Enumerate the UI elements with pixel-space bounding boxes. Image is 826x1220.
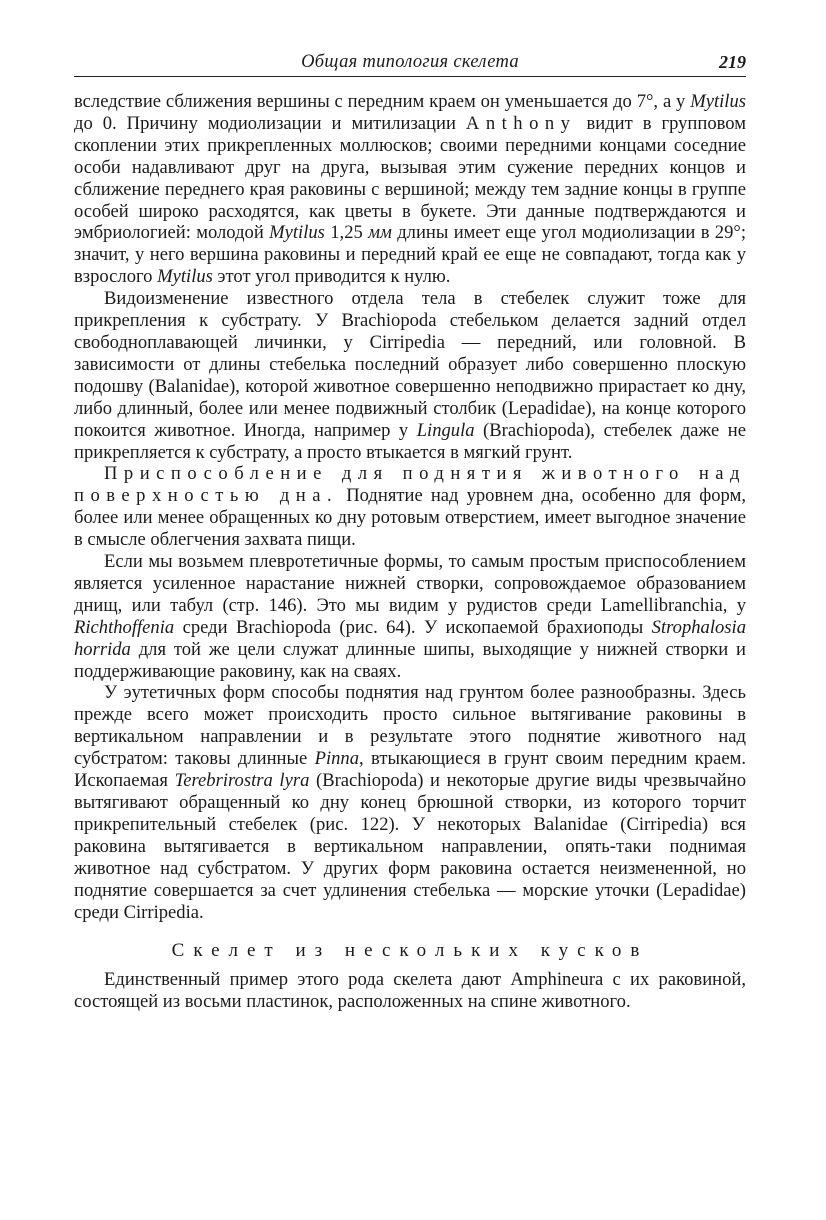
paragraph-6 <box>74 969 746 1013</box>
text-run: для той же цели служат длинные шипы, выходящие у нижней створки и поддерживающие раковину, как на сваях. <box>74 638 746 682</box>
text-run: 1,25 <box>324 222 369 244</box>
text-run: этот угол приводится к нулю. <box>212 266 451 288</box>
text-run: до 0. Причину модиолизации и митилизации <box>74 112 466 134</box>
italic-term: Strophalosia horrida <box>74 616 746 660</box>
spaced-emphasis: Приспособление для поднятия животного над поверхностью дна. <box>74 463 746 507</box>
italic-term: Richthoffenia <box>74 616 175 638</box>
book-page <box>74 50 746 1013</box>
text-run: У эутетичных форм способы поднятия над грунтом более разнообразны. Здесь прежде всего может происходить просто сильное вытягивание раковины в вертикальном направлении и в результате этого поднятие животного над субстратом: таковы длинные <box>74 682 746 770</box>
paragraph-5 <box>74 682 746 923</box>
paragraph-3 <box>74 463 746 551</box>
text-run: Если мы возьмем плевротетичные формы, то самым простым приспособлением является усиленное нарастание нижней створки, сопровождаемое образованием днищ, или табул (стр. 146). Это мы видим у рудистов среди Lamellibranchia, у <box>74 551 746 616</box>
running-header <box>74 50 746 77</box>
text-run: видит в групповом скоплении этих прикрепленных моллюсков; своими передними концами соседние особи надавливают друг на друга, вызывая этим сужение передних концов и сближение переднего края раковины с вершиной; между тем задние концы в группе особей широко расходятся, как цветы в букете. Эти данные подтверждаются и эмбриологией: молодой <box>74 112 746 244</box>
running-title: Общая типология скелета <box>301 52 519 72</box>
text-run: вследствие сближения вершины с передним краем он уменьшается до 7°, а у <box>74 91 691 112</box>
italic-term: Pinna <box>314 748 360 770</box>
page-number: 219 <box>719 52 746 72</box>
paragraph-2 <box>74 288 746 463</box>
body-text <box>74 91 746 1013</box>
italic-term: Mytilus <box>157 266 213 288</box>
text-run: (Brachiopoda) и некоторые другие виды чрезвычайно вытягивают обращенный ко дну конец брюшной створки, из которого торчит прикрепительный стебелек (рис. 122). У некоторых Balanidae (Cirripedia) вся раковина вытягивается в вертикальном направлении, опять-таки поднимая животное над субстратом. У других форм раковина остается неизмененной, но поднятие совершается за счет удлинения стебелька — морские уточки (Lepadidae) среди Cirripedia. <box>74 770 746 923</box>
section-heading: Скелет из нескольких кусков <box>171 940 649 962</box>
paragraph-4 <box>74 551 746 682</box>
text-run: Единственный пример этого рода скелета дают Amphineura с их раковиной, состоящей из восьми пластинок, расположенных на спине животного. <box>74 969 746 1013</box>
text-run: Поднятие над уровнем дна, особенно для форм, более или менее обращенных ко дну ротовым отверстием, имеет выгодное значение в смысле облегчения захвата пищи. <box>74 485 746 551</box>
paragraph-1 <box>74 91 746 288</box>
italic-term: Lingula <box>416 419 475 441</box>
text-run: среди Brachiopoda (рис. 64). У ископаемой брахиоподы <box>174 616 652 638</box>
italic-term: Mytilus <box>269 222 325 244</box>
text-run: (Brachiopoda), стебелек даже не прикрепляется к субстрату, а просто втыкается в мягкий грунт. <box>74 419 746 463</box>
text-run: Видоизменение известного отдела тела в стебелек служит тоже для прикрепления к субстрату. У Brachiopoda стебельком делается задний отдел свободноплавающей личинки, у Cirripedia — передний, или головной. В зависимости от длины стебелька последний образует либо совершенно плоскую подошву (Balanidae), которой животное совершенно неподвижно прирастает ко дну, либо длинный, более или менее подвижный столбик (Lepadidae), на конце которого покоится животное. Иногда, например у <box>74 288 746 441</box>
text-run: , втыкающиеся в грунт своим передним краем. Ископаемая <box>74 748 746 792</box>
italic-term: Mytilus <box>690 91 746 112</box>
italic-term: мм <box>368 222 392 244</box>
italic-term: Terebrirostra lyra <box>174 770 310 792</box>
text-run: длины имеет еще угол модиолизации в 29°; значит, у него вершина раковины и передний край ее еще не совпадают, тогда как у взрослого <box>74 222 747 288</box>
spaced-emphasis: Anthony <box>465 112 577 134</box>
